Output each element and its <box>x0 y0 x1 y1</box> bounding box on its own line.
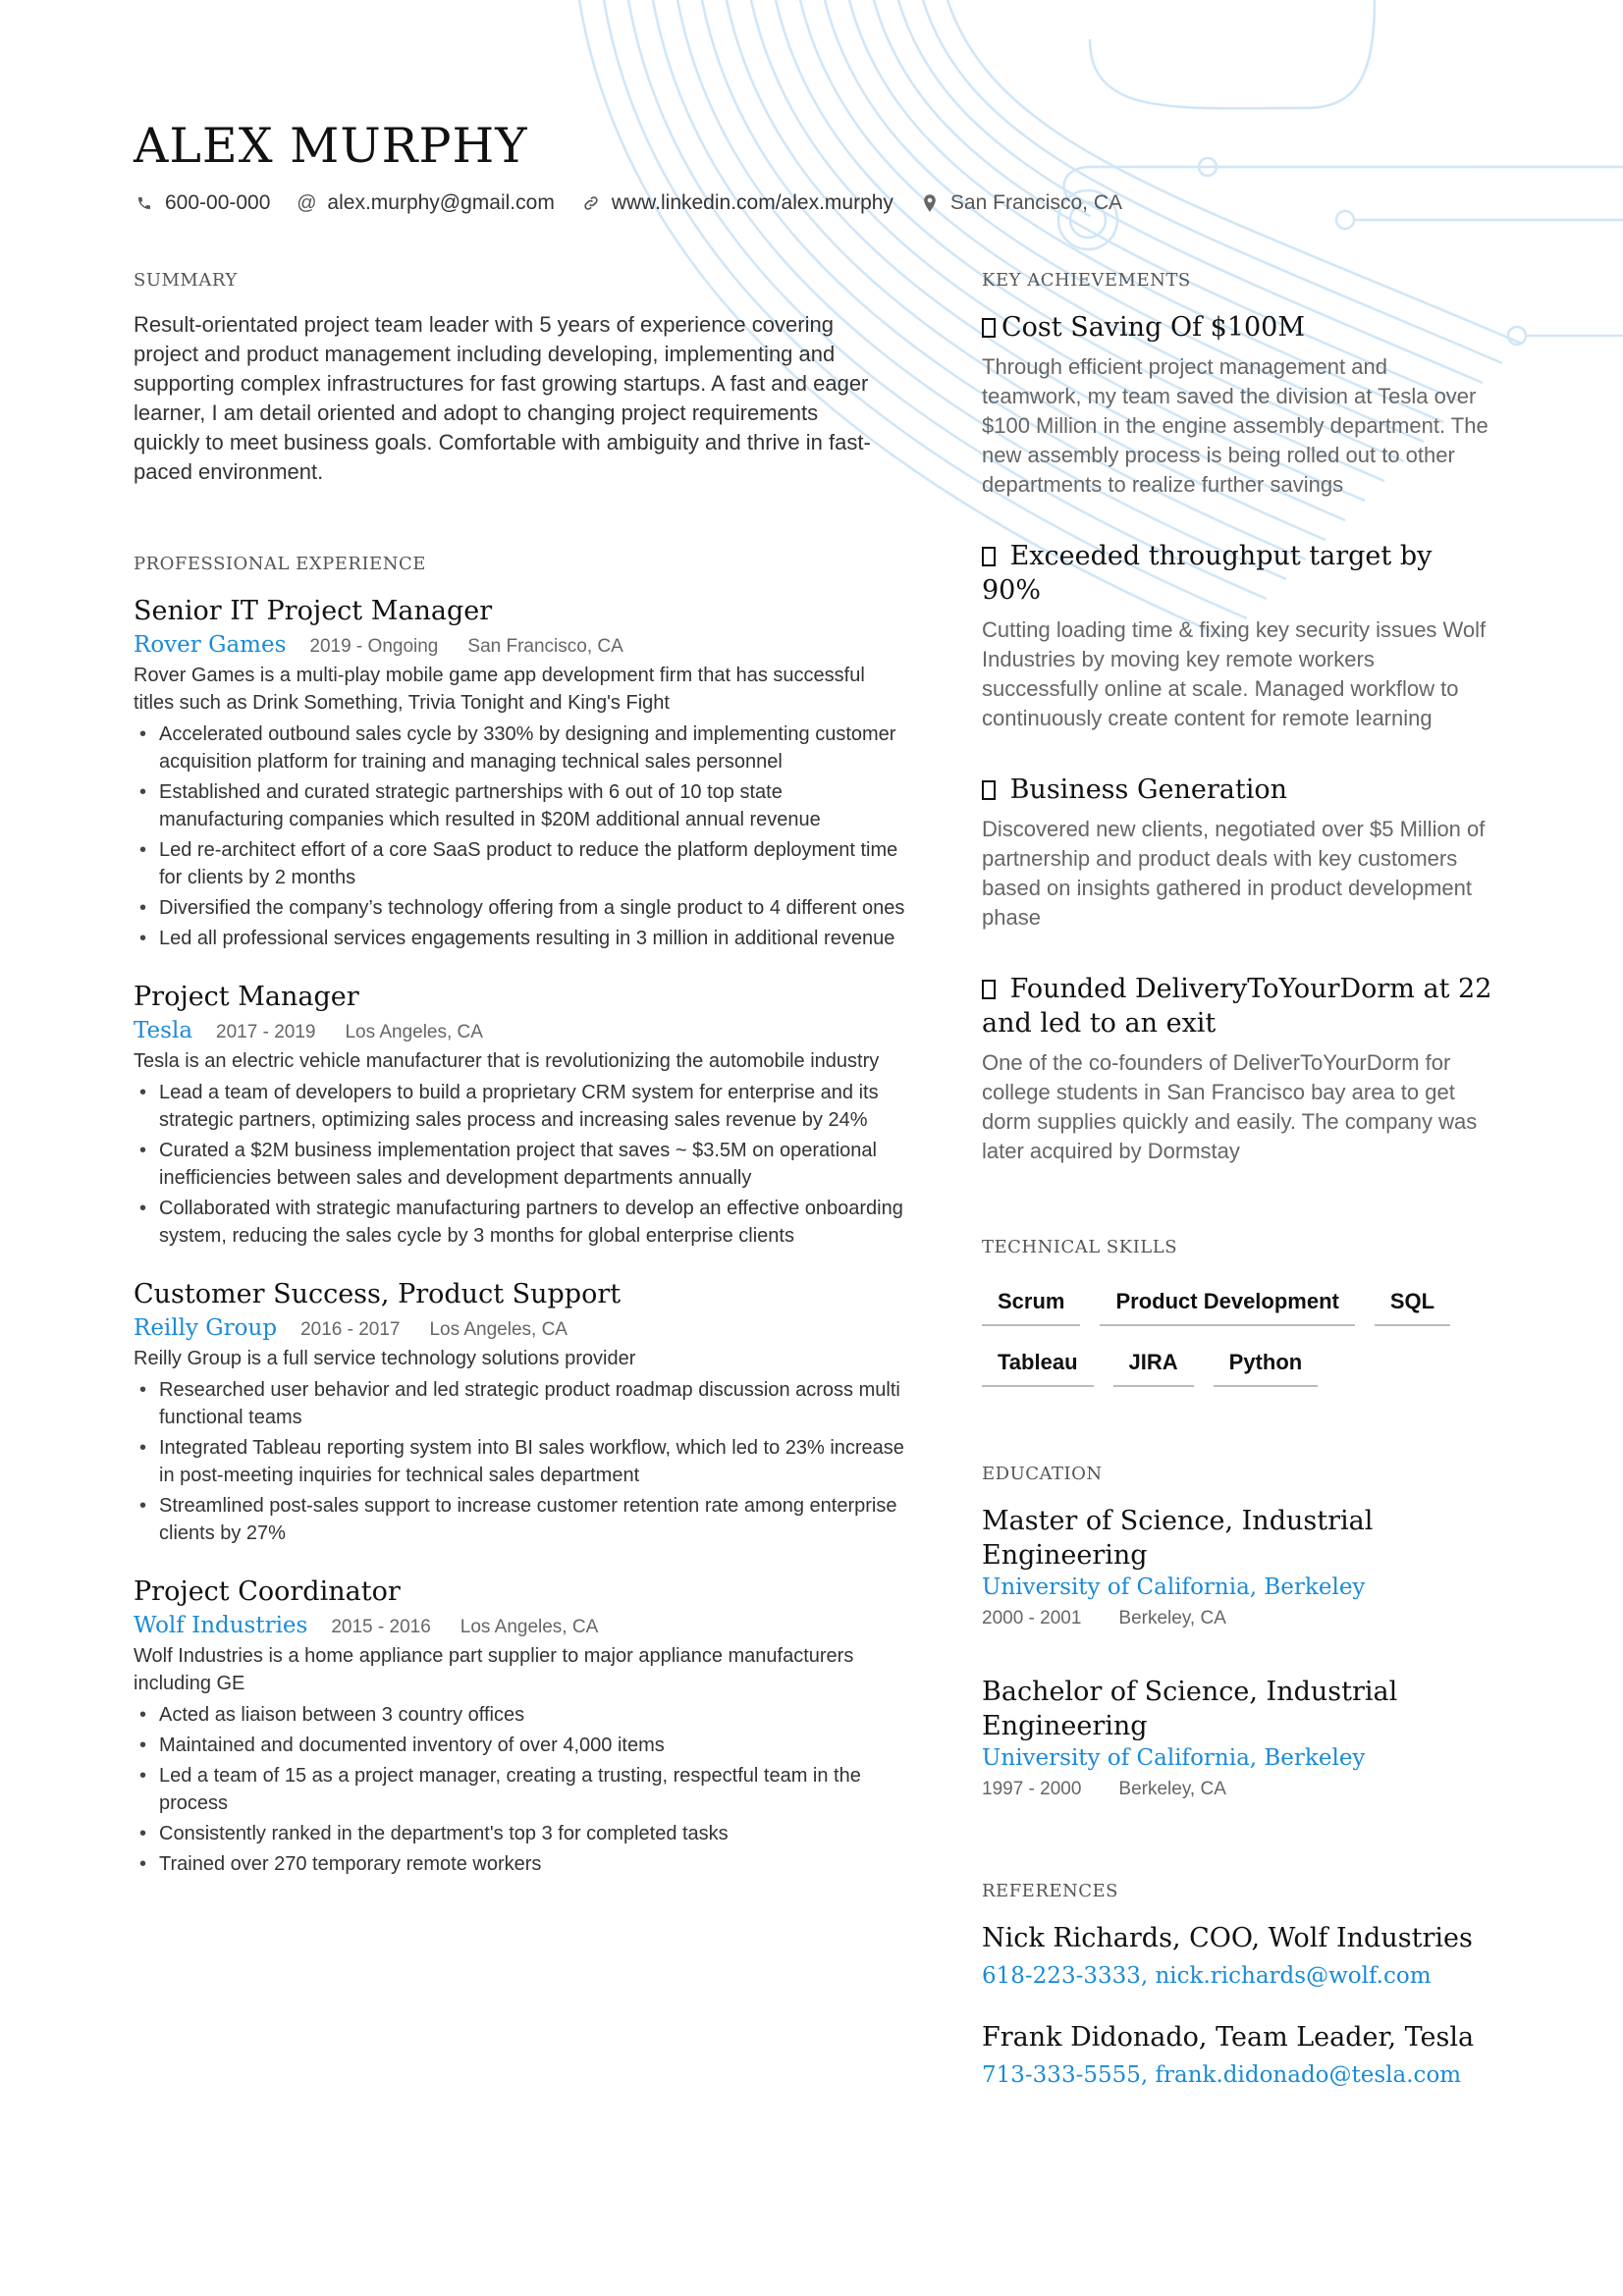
bullet-item: • Consistently ranked in the department's top 3 for completed tasks <box>134 1820 909 1847</box>
experience-item <box>134 1279 909 1547</box>
bullet-item: • Trained over 270 temporary remote workers <box>134 1850 909 1878</box>
skill-tag: JIRA <box>1113 1344 1194 1387</box>
link-icon <box>580 194 602 212</box>
education-item <box>982 1504 1492 1629</box>
checkbox-icon <box>982 980 996 999</box>
job-meta <box>134 632 909 658</box>
bullet-item: • Researched user behavior and led strategic product roadmap discussion across multi functional teams <box>134 1376 909 1431</box>
phone-text: 600-00-000 <box>165 191 271 214</box>
achievement-description: One of the co-founders of DeliverToYourDorm for college students in San Francisco bay area to get dorm supplies quickly and easily. The company was later acquired by Dormstay <box>982 1050 1478 1163</box>
education-location: Berkeley, CA <box>1118 1608 1226 1629</box>
contact-row <box>134 191 1508 215</box>
school-name: University of California, Berkeley <box>982 1575 1366 1600</box>
reference-contact[interactable]: 618-223-3333, nick.richards@wolf.com <box>982 1963 1432 1989</box>
achievement-title <box>982 539 1492 608</box>
skill-tag: Scrum <box>982 1283 1080 1326</box>
education-section <box>982 1464 1492 1800</box>
reference-name: Frank Didonado, Team Leader, Tesla <box>982 2022 1475 2053</box>
checkbox-icon <box>982 318 996 338</box>
contact-phone[interactable] <box>134 191 270 215</box>
experience-item <box>134 1576 909 1878</box>
skills-section <box>982 1237 1492 1405</box>
bullet-item: • Established and curated strategic partnerships with 6 out of 10 top state manufacturing companies which resulted in $20M additional annual revenue <box>134 778 909 833</box>
education-meta <box>982 1608 1492 1629</box>
bullet-item: • Led all professional services engagements resulting in 3 million in additional revenue <box>134 925 909 952</box>
job-dates: 2017 - 2019 <box>216 1022 316 1042</box>
bullet-item: • Streamlined post-sales support to increase customer retention rate among enterprise clients by 27% <box>134 1492 909 1547</box>
achievement-item <box>982 310 1492 500</box>
achievement-description: Discovered new clients, negotiated over $5 Million of partnership and product deals with key customers based on insights gathered in product development phase <box>982 817 1486 930</box>
achievement-title-text: Founded DeliveryToYourDorm at 22 and led to an exit <box>982 974 1492 1039</box>
achievement-item <box>982 539 1492 733</box>
company-description: Reilly Group is a full service technology solutions provider <box>134 1348 636 1369</box>
experience-item <box>134 596 909 952</box>
job-dates: 2015 - 2016 <box>331 1617 431 1637</box>
bullet-item: • Acted as liaison between 3 country offices <box>134 1701 909 1729</box>
at-icon: @ <box>297 191 317 214</box>
summary-heading: SUMMARY <box>134 270 238 291</box>
company-name: Tesla <box>134 1018 193 1043</box>
job-meta <box>134 1613 909 1638</box>
job-bullets <box>134 1079 909 1250</box>
experience-heading: PROFESSIONAL EXPERIENCE <box>134 554 426 574</box>
job-meta <box>134 1018 909 1043</box>
email-text: alex.murphy@gmail.com <box>327 191 555 214</box>
location-text: San Francisco, CA <box>949 191 1122 214</box>
achievement-item <box>982 972 1492 1166</box>
achievements-section <box>982 270 1492 1166</box>
skills-heading: TECHNICAL SKILLS <box>982 1237 1178 1257</box>
job-meta <box>134 1315 909 1341</box>
phone-icon <box>134 195 155 211</box>
job-dates: 2019 - Ongoing <box>309 636 439 657</box>
linkedin-text: www.linkedin.com/alex.murphy <box>611 191 893 214</box>
experience-item <box>134 982 909 1250</box>
school-name: University of California, Berkeley <box>982 1745 1366 1771</box>
references-heading: REFERENCES <box>982 1881 1119 1901</box>
bullet-item: • Diversified the company’s technology offering from a single product to 4 different ones <box>134 894 909 922</box>
reference-item <box>982 2022 1492 2088</box>
resume-header <box>134 118 1508 215</box>
education-dates: 1997 - 2000 <box>982 1779 1082 1799</box>
reference-contact[interactable]: 713-333-5555, frank.didonado@tesla.com <box>982 2062 1462 2088</box>
job-title: Customer Success, Product Support <box>134 1279 622 1309</box>
company-name: Wolf Industries <box>134 1613 308 1638</box>
skill-tag: Product Development <box>1100 1283 1354 1326</box>
job-bullets <box>134 721 909 952</box>
education-item <box>982 1675 1492 1800</box>
achievement-item <box>982 773 1492 933</box>
contact-email[interactable] <box>296 191 554 215</box>
company-description: Wolf Industries is a home appliance part supplier to major appliance manufacturers including GE <box>134 1645 854 1694</box>
checkbox-icon <box>982 780 996 800</box>
achievements-heading: KEY ACHIEVEMENTS <box>982 270 1191 291</box>
right-column <box>982 270 1492 2088</box>
education-heading: EDUCATION <box>982 1464 1103 1484</box>
degree-title: Bachelor of Science, Industrial Engineering <box>982 1677 1398 1741</box>
job-dates: 2016 - 2017 <box>300 1319 401 1340</box>
bullet-item: • Accelerated outbound sales cycle by 330% by designing and implementing customer acquisition platform for training and managing technical sales personnel <box>134 721 909 775</box>
skill-tag: SQL <box>1375 1283 1450 1326</box>
skills-list <box>982 1283 1492 1405</box>
skill-tag: Python <box>1214 1344 1319 1387</box>
job-location: Los Angeles, CA <box>345 1022 483 1042</box>
achievement-description: Through efficient project management and teamwork, my team saved the division at Tesla over $100 Million in the engine assembly department. The new assembly process is being rolled out to other departments to realize further savings <box>982 354 1488 497</box>
education-meta <box>982 1779 1492 1800</box>
contact-location <box>919 191 1122 215</box>
reference-name: Nick Richards, COO, Wolf Industries <box>982 1923 1473 1953</box>
references-section <box>982 1881 1492 2088</box>
job-location: Los Angeles, CA <box>429 1319 568 1340</box>
skill-tag: Tableau <box>982 1344 1094 1387</box>
company-description: Tesla is an electric vehicle manufacturer that is revolutionizing the automobile industry <box>134 1050 880 1072</box>
bullet-item: • Led a team of 15 as a project manager, creating a trusting, respectful team in the process <box>134 1762 909 1817</box>
left-column <box>134 270 909 1881</box>
company-description: Rover Games is a multi-play mobile game app development firm that has successful titles such as Drink Something, Trivia Tonight and King's Fight <box>134 665 865 714</box>
job-location: Los Angeles, CA <box>460 1617 599 1637</box>
bullet-item: • Lead a team of developers to build a proprietary CRM system for enterprise and its strategic partners, optimizing sales process and increasing sales revenue by 24% <box>134 1079 909 1134</box>
job-title: Project Manager <box>134 982 359 1012</box>
experience-section <box>134 554 909 1878</box>
candidate-name: ALEX MURPHY <box>134 118 528 174</box>
achievement-title <box>982 310 1492 345</box>
checkbox-icon <box>982 547 996 566</box>
achievement-title <box>982 972 1492 1041</box>
job-location: San Francisco, CA <box>467 636 623 657</box>
achievement-title <box>982 773 1492 807</box>
summary-section <box>134 270 909 487</box>
bullet-item: • Led re-architect effort of a core SaaS product to reduce the platform deployment time for clients by 2 months <box>134 836 909 891</box>
achievement-title-text: Exceeded throughput target by 90% <box>982 541 1433 606</box>
company-name: Rover Games <box>134 632 287 658</box>
achievement-title-text: Cost Saving Of $100M <box>1001 312 1306 343</box>
summary-text: Result-orientated project team leader with 5 years of experience covering project and product management including developing, implementing and supporting complex infrastructures for fast growing startups. A fast and eager learner, I am detail oriented and adopt to changing project requirements quickly to meet business goals. Comfortable with ambiguity and thrive in fast-paced environment. <box>134 312 871 484</box>
achievement-title-text: Business Generation <box>1001 774 1288 805</box>
bullet-item: • Curated a $2M business implementation project that saves ~ $3.5M on operational inefficiencies between sales and development departments annually <box>134 1137 909 1192</box>
contact-linkedin[interactable] <box>580 191 893 215</box>
location-pin-icon <box>919 194 941 212</box>
education-dates: 2000 - 2001 <box>982 1608 1082 1629</box>
education-location: Berkeley, CA <box>1118 1779 1226 1799</box>
bullet-item: • Collaborated with strategic manufacturing partners to develop an effective onboarding system, reducing the sales cycle by 3 months for global enterprise clients <box>134 1195 909 1250</box>
job-title: Project Coordinator <box>134 1576 401 1607</box>
degree-title: Master of Science, Industrial Engineering <box>982 1506 1374 1571</box>
bullet-item: • Integrated Tableau reporting system into BI sales workflow, which led to 23% increase in post-meeting inquiries for technical sales department <box>134 1434 909 1489</box>
job-bullets <box>134 1376 909 1547</box>
bullet-item: • Maintained and documented inventory of over 4,000 items <box>134 1732 909 1759</box>
achievement-description: Cutting loading time & fixing key security issues Wolf Industries by moving key remote workers successfully online at scale. Managed workflow to continuously create content for remote learning <box>982 617 1487 730</box>
job-bullets <box>134 1701 909 1878</box>
company-name: Reilly Group <box>134 1315 278 1341</box>
job-title: Senior IT Project Manager <box>134 596 493 626</box>
reference-item <box>982 1923 1492 1989</box>
